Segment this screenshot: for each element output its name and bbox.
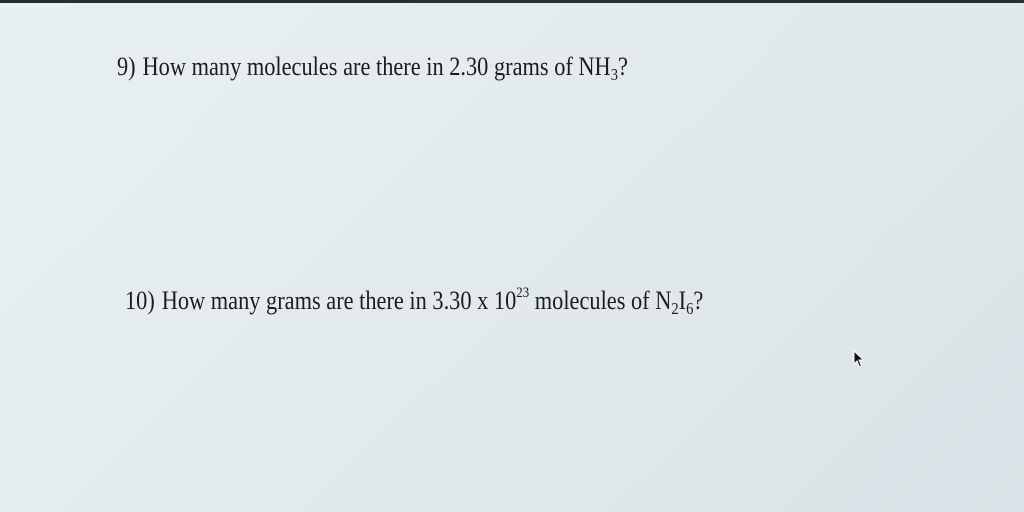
exponent-superscript: 23 [516, 285, 530, 301]
question-text: How many molecules are there in 2.30 grams of NH [142, 52, 611, 81]
formula-subscript: 3 [610, 65, 619, 84]
question-9 [117, 52, 628, 84]
question-number: 9) [117, 52, 136, 81]
question-text: How many grams are there in 3.30 x 10 [161, 286, 517, 315]
question-mark: ? [618, 52, 628, 81]
formula-subscript-n: 2 [671, 299, 679, 318]
question-text-continued: molecules of N [529, 286, 672, 315]
formula-element-i: I [678, 286, 687, 315]
formula-subscript-i: 6 [686, 299, 694, 318]
question-mark: ? [693, 286, 704, 315]
question-10 [125, 285, 704, 318]
top-edge-border [0, 0, 1024, 3]
mouse-pointer-icon [853, 350, 865, 368]
question-number: 10) [125, 286, 155, 315]
